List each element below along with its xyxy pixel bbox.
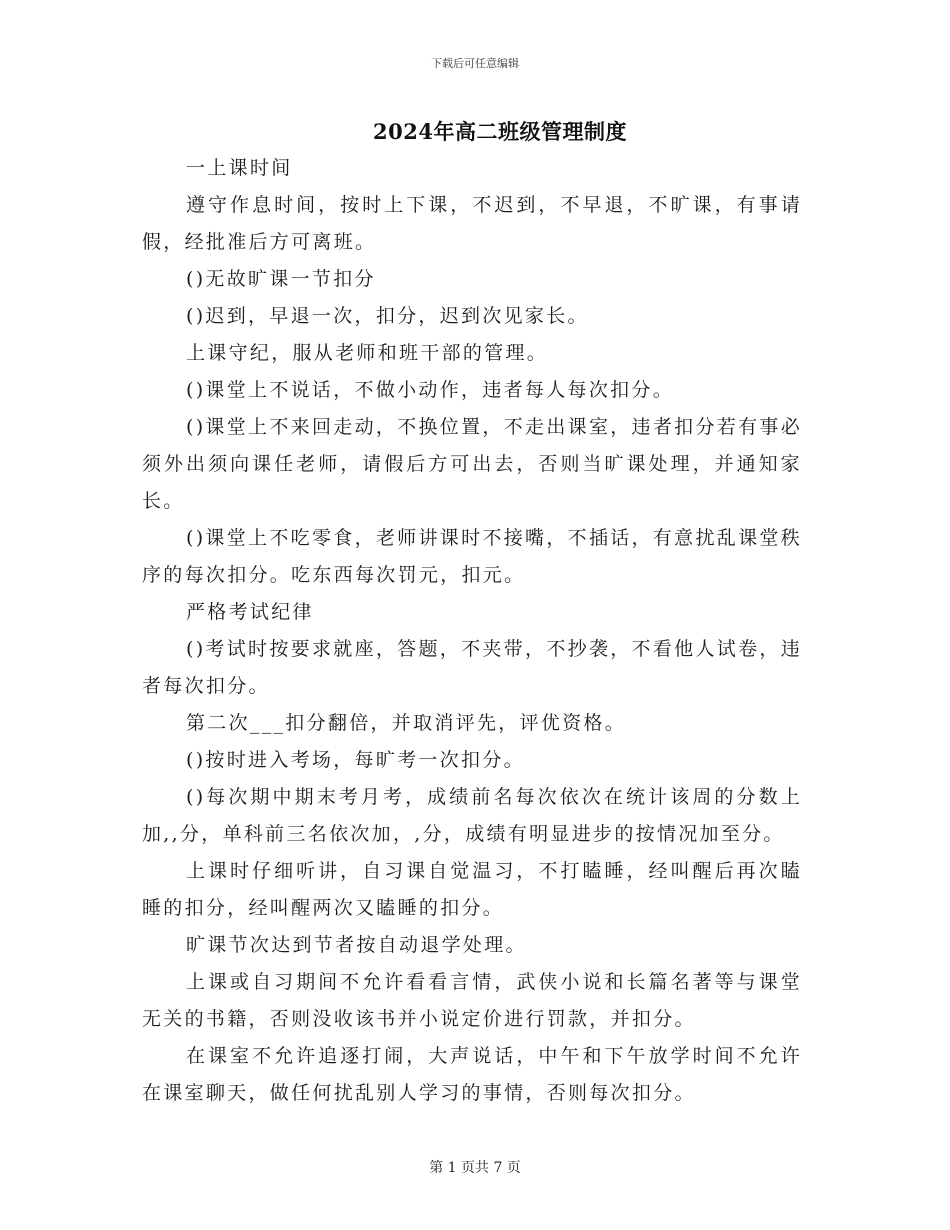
document-body: [142, 150, 802, 1112]
paragraph: 上课守纪，服从老师和班干部的管理。: [186, 342, 549, 364]
paragraph: 在课室不允许追逐打闹，大声说话，中午和下午放学时间不允许在课室聊天，做任何扰乱别人学习的事情，否则每次扣分。: [142, 1045, 802, 1104]
paragraph: ()课堂上不来回走动，不换位置，不走出课室，违者扣分若有事必须外出须向课任老师，请假后方可出去，否则当旷课处理，并通知家长。: [142, 416, 802, 512]
paragraph: 上课时仔细听讲，自习课自觉温习，不打瞌睡，经叫醒后再次瞌睡的扣分，经叫醒两次又瞌睡的扣分。: [142, 860, 802, 919]
paragraph: ()课堂上不说话，不做小动作，违者每人每次扣分。: [186, 379, 675, 401]
document-title: 2024年高二班级管理制度: [373, 119, 627, 144]
paragraph: 旷课节次达到节者按自动退学处理。: [186, 934, 527, 956]
paragraph: ()每次期中期末考月考，成绩前名每次依次在统计该周的分数上加,,分，单科前三名依次加，,分，成绩有明显进步的按情况加至分。: [142, 786, 802, 845]
paragraph: ()迟到，早退一次，扣分，迟到次见家长。: [186, 305, 589, 327]
paragraph: 严格考试纪律: [186, 601, 314, 623]
paragraph: ()无故旷课一节扣分: [186, 268, 376, 290]
paragraph: 第二次___扣分翻倍，并取消评先，评优资格。: [186, 712, 627, 734]
paragraph: ()考试时按要求就座，答题，不夹带，不抄袭，不看他人试卷，违者每次扣分。: [142, 638, 802, 697]
page-header: 下载后可任意编辑: [431, 57, 519, 70]
paragraph: ()按时进入考场，每旷考一次扣分。: [186, 749, 525, 771]
paragraph: 遵守作息时间，按时上下课，不迟到，不早退，不旷课，有事请假，经批准后方可离班。: [142, 194, 802, 253]
paragraph: 上课或自习期间不允许看看言情，武侠小说和长篇名著等与课堂无关的书籍，否则没收该书并小说定价进行罚款，并扣分。: [142, 971, 802, 1030]
paragraph: ()课堂上不吃零食，老师讲课时不接嘴，不插话，有意扰乱课堂秩序的每次扣分。吃东西每次罚元，扣元。: [142, 527, 802, 586]
paragraph: 一上课时间: [186, 157, 293, 179]
page-footer: 第 1 页共 7 页: [429, 1160, 521, 1176]
